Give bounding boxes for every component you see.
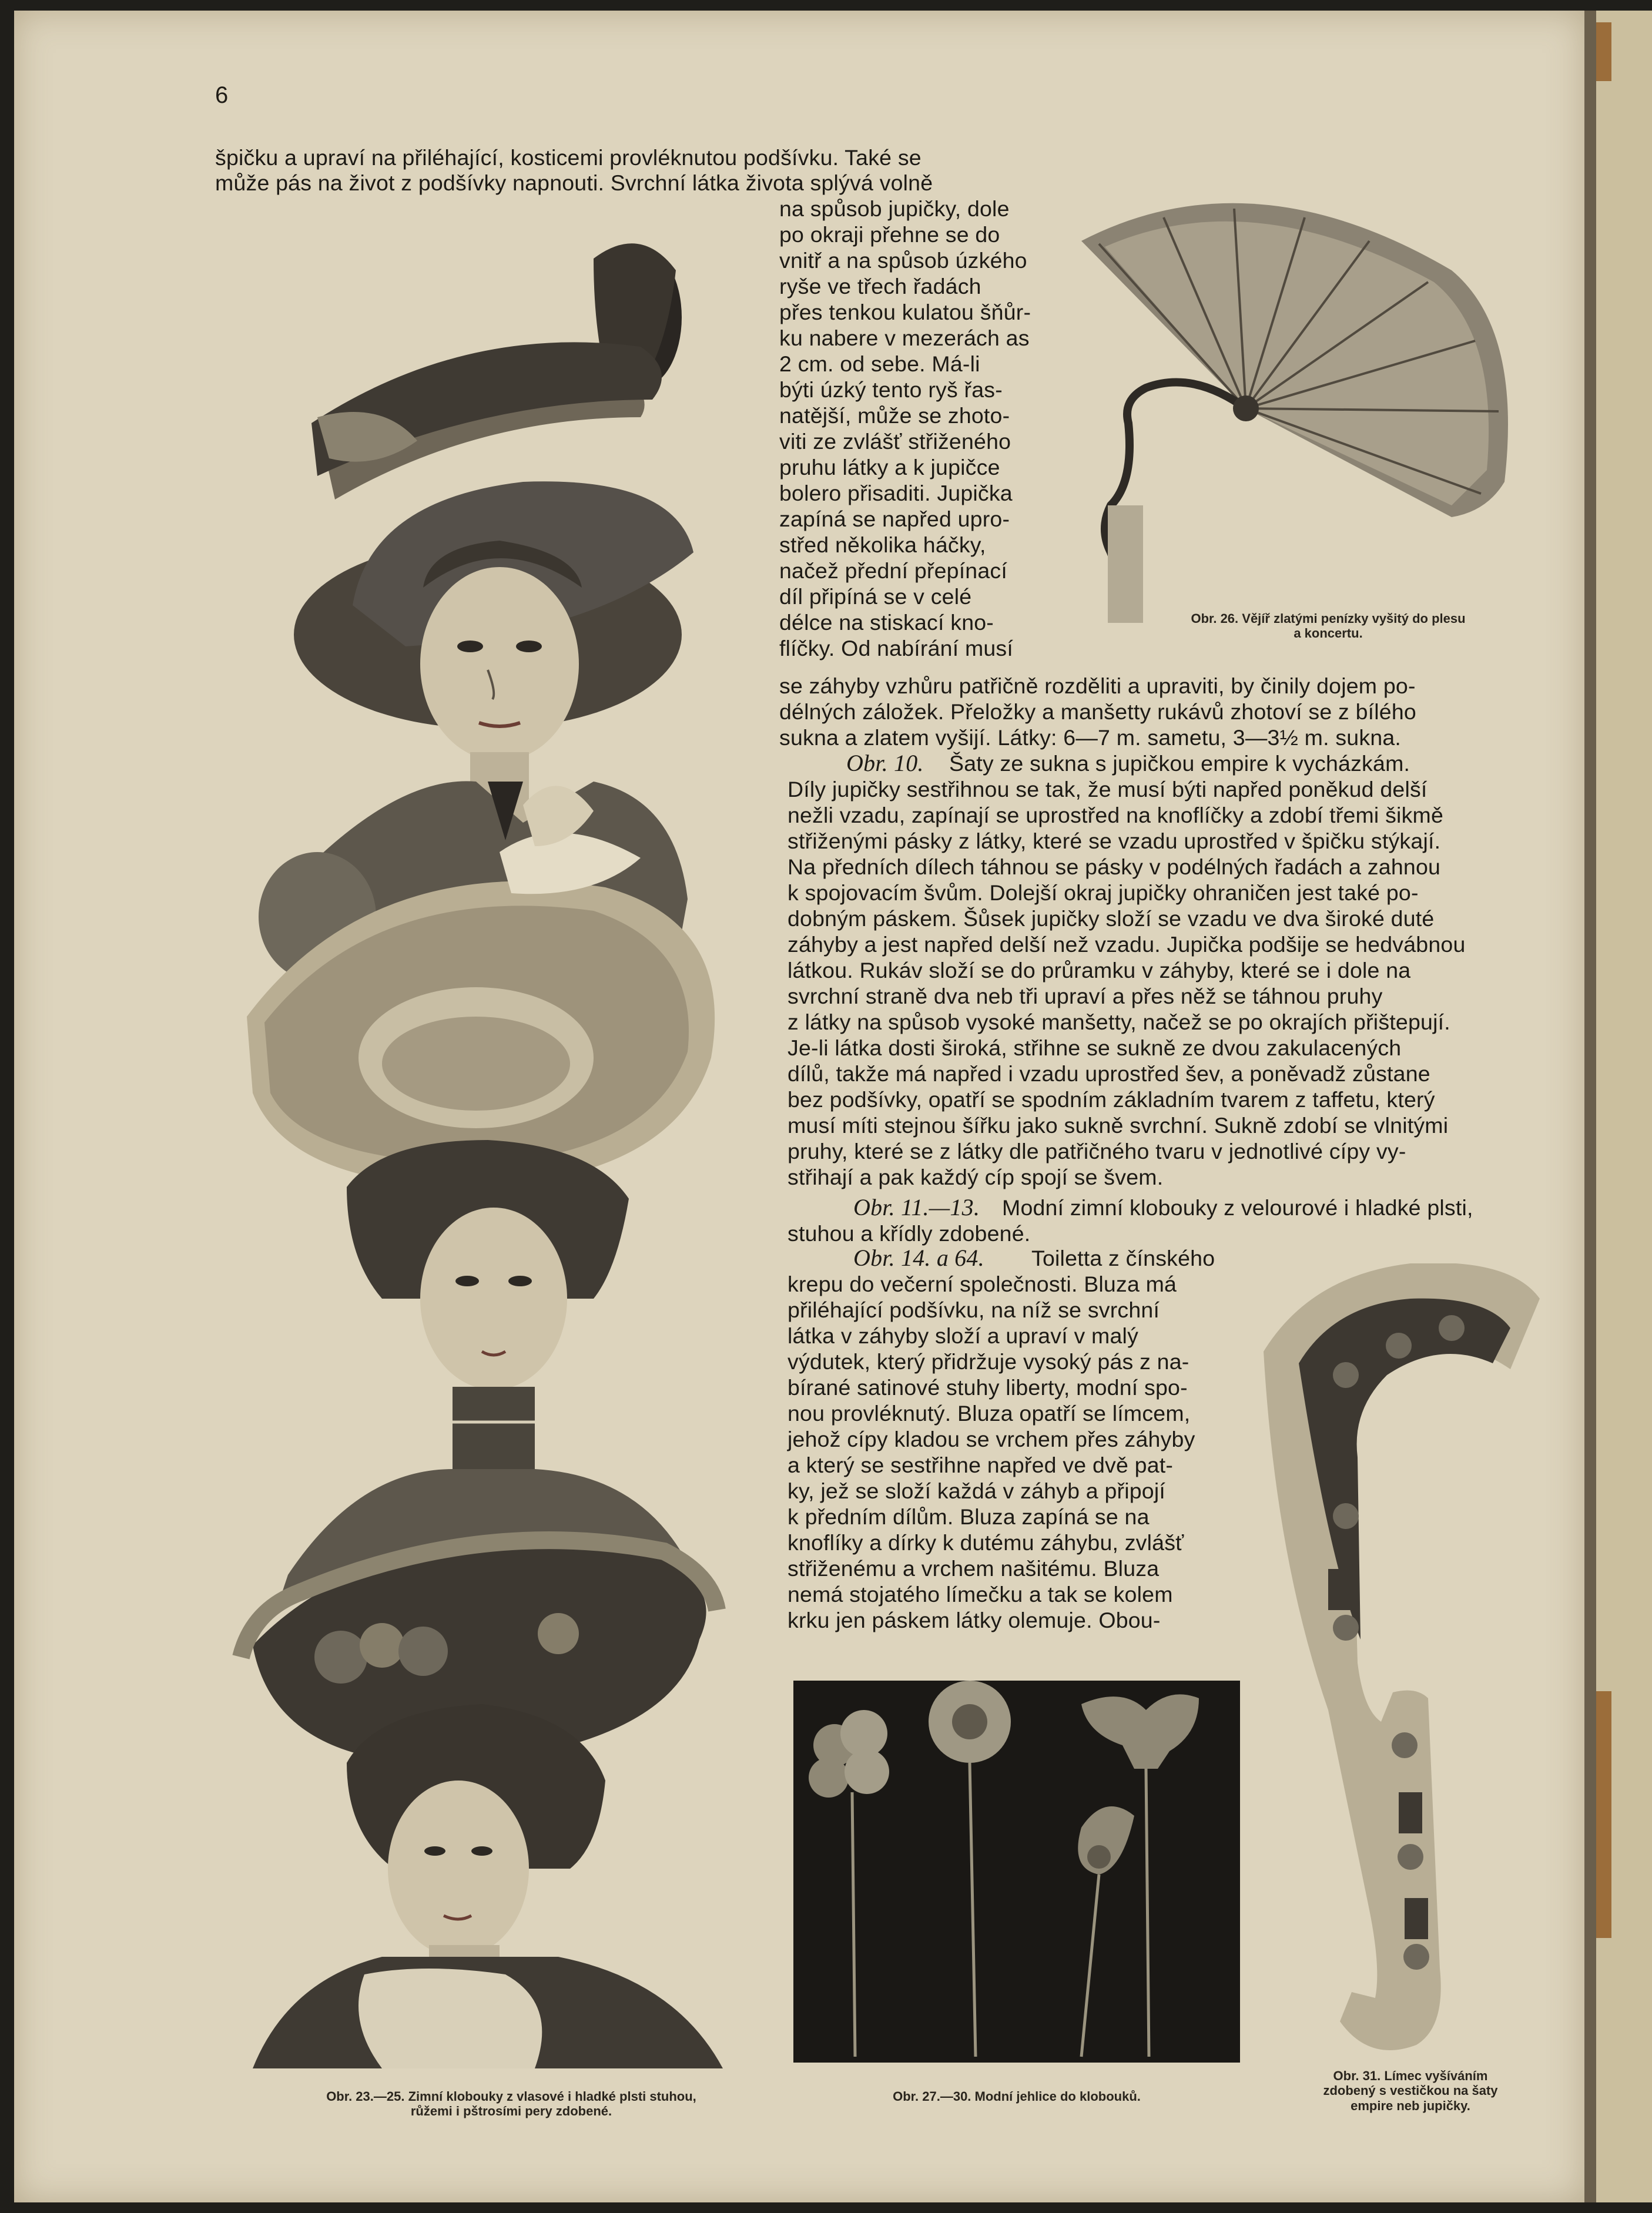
text-line: délce na stiskací kno- (779, 610, 994, 635)
text-line: 2 cm. od sebe. Má-li (779, 351, 980, 376)
text-line: musí míti stejnou šířku jako sukně svrchní. Sukně zdobí se vlnitými (788, 1113, 1449, 1138)
text-line: pruhu látky a k jupičce (779, 455, 1000, 480)
figure-reference: Obr. 11.—13. (853, 1194, 980, 1220)
text-line: dobným páskem. Šůsek jupičky složí se vzadu ve dva široké duté (788, 906, 1435, 931)
text-line: Je-li látka dosti široká, střihne se sukně ze dvou zakulacených (788, 1035, 1402, 1060)
text-line: délných záložek. Přeložky a manšetty rukávů zhotoví se z bílého (779, 699, 1416, 724)
collar-illustration (1264, 1263, 1546, 2074)
caption-line: a koncertu. (1294, 626, 1363, 641)
caption-line: Obr. 31. Límec vyšíváním (1333, 2068, 1488, 2083)
text-line: přiléhající podšívku, na níž se svrchní (788, 1297, 1160, 1322)
text-line: ky, jež se složí každá v záhyb a připojí (788, 1478, 1166, 1503)
text-line: natější, může se zhoto- (779, 403, 1010, 428)
text-line: ryše ve třech řadách (779, 274, 981, 299)
text-line: střed několika háčky, (779, 532, 986, 557)
text-line: na spůsob jupičky, dole (779, 196, 1010, 221)
hatpins-photo (793, 1681, 1240, 2063)
text-line: nežli vzadu, zapínají se uprostřed na knoflíčky a zdobí třemi šikmě (788, 803, 1444, 827)
text-line: Modní zimní klobouky z velourové i hladké plsti, (1002, 1195, 1473, 1220)
caption-line: Obr. 26. Vějíř zlatými penízky vyšitý do plesu (1191, 611, 1466, 626)
text-line: výdutek, který přidržuje vysoký pás z na- (788, 1349, 1189, 1374)
text-line: krku jen páskem látky olemuje. Obou- (788, 1608, 1161, 1632)
hatpins-image (793, 1681, 1240, 2063)
text-line: k předním dílům. Bluza zapíná se na (788, 1504, 1150, 1529)
text-line: flíčky. Od nabírání musí (779, 636, 1014, 660)
text-line: střihají a pak každý cíp spojí se švem. (788, 1165, 1164, 1189)
figure-reference: Obr. 10. (846, 750, 924, 776)
text-line: bez podšívky, opatří se spodním základním tvarem z taffetu, který (788, 1087, 1435, 1112)
hatpins-caption (811, 2089, 1222, 2104)
lady-three (241, 1538, 723, 2068)
text-line: ku nabere v mezerách as (779, 326, 1030, 350)
text-line: bírané satinové stuhy liberty, modní spo- (788, 1375, 1188, 1400)
fan-engraving (1075, 176, 1534, 635)
adjacent-page-edge (1596, 11, 1652, 2202)
text-line: látkou. Rukáv složí se do průramku v záhyby, které se i dole na (788, 958, 1411, 983)
figure-reference: Obr. 14. a 64. (853, 1245, 984, 1271)
collar-engraving (1264, 1263, 1546, 2074)
binding-tab (1596, 22, 1611, 81)
text-line: nemá stojatého límečku a tak se kolem (788, 1582, 1173, 1607)
text-line: může pás na život z podšívky napnouti. Svrchní látka života splývá volně (215, 170, 933, 195)
text-line: přes tenkou kulatou šňůr- (779, 300, 1031, 324)
text-line: špičku a upraví na přiléhající, kosticemi provléknutou podšívku. Také se (215, 145, 921, 170)
text-line: stuhou a křídly zdobené. (788, 1221, 1031, 1246)
caption-line: zdobený s vestičkou na šaty (1323, 2083, 1498, 2098)
text-line: krepu do večerní společnosti. Bluza má (788, 1272, 1177, 1296)
text-line: Na předních dílech táhnou se pásky v podélných řadách a zahnou (788, 854, 1441, 879)
text-line: záhyby a jest napřed delší než vzadu. Jupička podšije se hedvábnou (788, 932, 1466, 957)
caption-line: růžemi i pštrosími pery zdobené. (410, 2104, 612, 2119)
text-line: býti úzký tento ryš řas- (779, 377, 1003, 402)
text-line: jehož cípy kladou se vrchem přes záhyby (788, 1427, 1195, 1451)
hats-engraving (229, 223, 746, 2074)
hats-illustration (229, 223, 746, 2074)
lady-one (259, 243, 693, 981)
text-line: nou provléknutý. Bluza opatří se límcem, (788, 1401, 1191, 1426)
page-edge-shadow (1584, 11, 1596, 2202)
text-line: k spojovacím švům. Dolejší okraj jupičky ohraničen jest také po- (788, 880, 1419, 905)
page-number: 6 (215, 82, 229, 108)
text-line: pruhy, které se z látky dle patřičného tvaru v jednotlivé cípy vy- (788, 1139, 1406, 1163)
text-line: střiženému a vrchem našitému. Bluza (788, 1556, 1160, 1581)
text-line: Šaty ze sukna s jupičkou empire k vycházkám. (949, 751, 1410, 776)
text-line: viti ze zvlášť střiženého (779, 429, 1011, 454)
text-line: knoflíky a dírky k dutému záhybu, zvlášť (788, 1530, 1184, 1555)
caption-line: Obr. 23.—25. Zimní klobouky z vlasové i hladké plsti stuhou, (326, 2089, 696, 2104)
text-line: vnitř a na spůsob úzkého (779, 248, 1027, 273)
collar-caption (1281, 2068, 1540, 2113)
fan-caption (1175, 611, 1481, 641)
caption-line: Obr. 27.—30. Modní jehlice do klobouků. (893, 2089, 1141, 2104)
text-line: se záhyby vzhůru patřičně rozděliti a upraviti, by činily dojem po- (779, 673, 1416, 698)
text-line: načež přední přepínací (779, 558, 1007, 583)
text-line: střiženými pásky z látky, které se vzadu uprostřed v špičku stýkají. (788, 829, 1441, 853)
caption-line: empire neb jupičky. (1351, 2098, 1470, 2113)
text-line: látka v záhyby složí a upraví v malý (788, 1323, 1139, 1348)
text-line: a který se sestřihne napřed ve dvě pat- (788, 1453, 1174, 1477)
text-line: z látky na spůsob vysoké manšetty, načež se po okrajích přištepují. (788, 1010, 1450, 1034)
text-line: díl připíná se v celé (779, 584, 972, 609)
binding-tab (1596, 1691, 1611, 1938)
text-line: dílů, takže má napřed i vzadu uprostřed šev, a poněvadž zůstane (788, 1061, 1430, 1086)
text-line: po okraji přehne se do (779, 222, 1000, 247)
text-line: svrchní straně dva neb tři upraví a přes něž se táhnou pruhy (788, 984, 1383, 1008)
text-line: sukna a zlatem vyšijí. Látky: 6—7 m. sametu, 3—3½ m. sukna. (779, 725, 1402, 750)
text-line: Toiletta z čínského (1031, 1246, 1215, 1270)
text-line: zapíná se napřed upro- (779, 507, 1010, 531)
fan-illustration (1075, 176, 1534, 635)
hats-caption (253, 2089, 770, 2119)
text-line: bolero přisaditi. Jupička (779, 481, 1013, 505)
text-line: Díly jupičky sestřihnou se tak, že musí býti napřed poněkud delší (788, 777, 1428, 802)
